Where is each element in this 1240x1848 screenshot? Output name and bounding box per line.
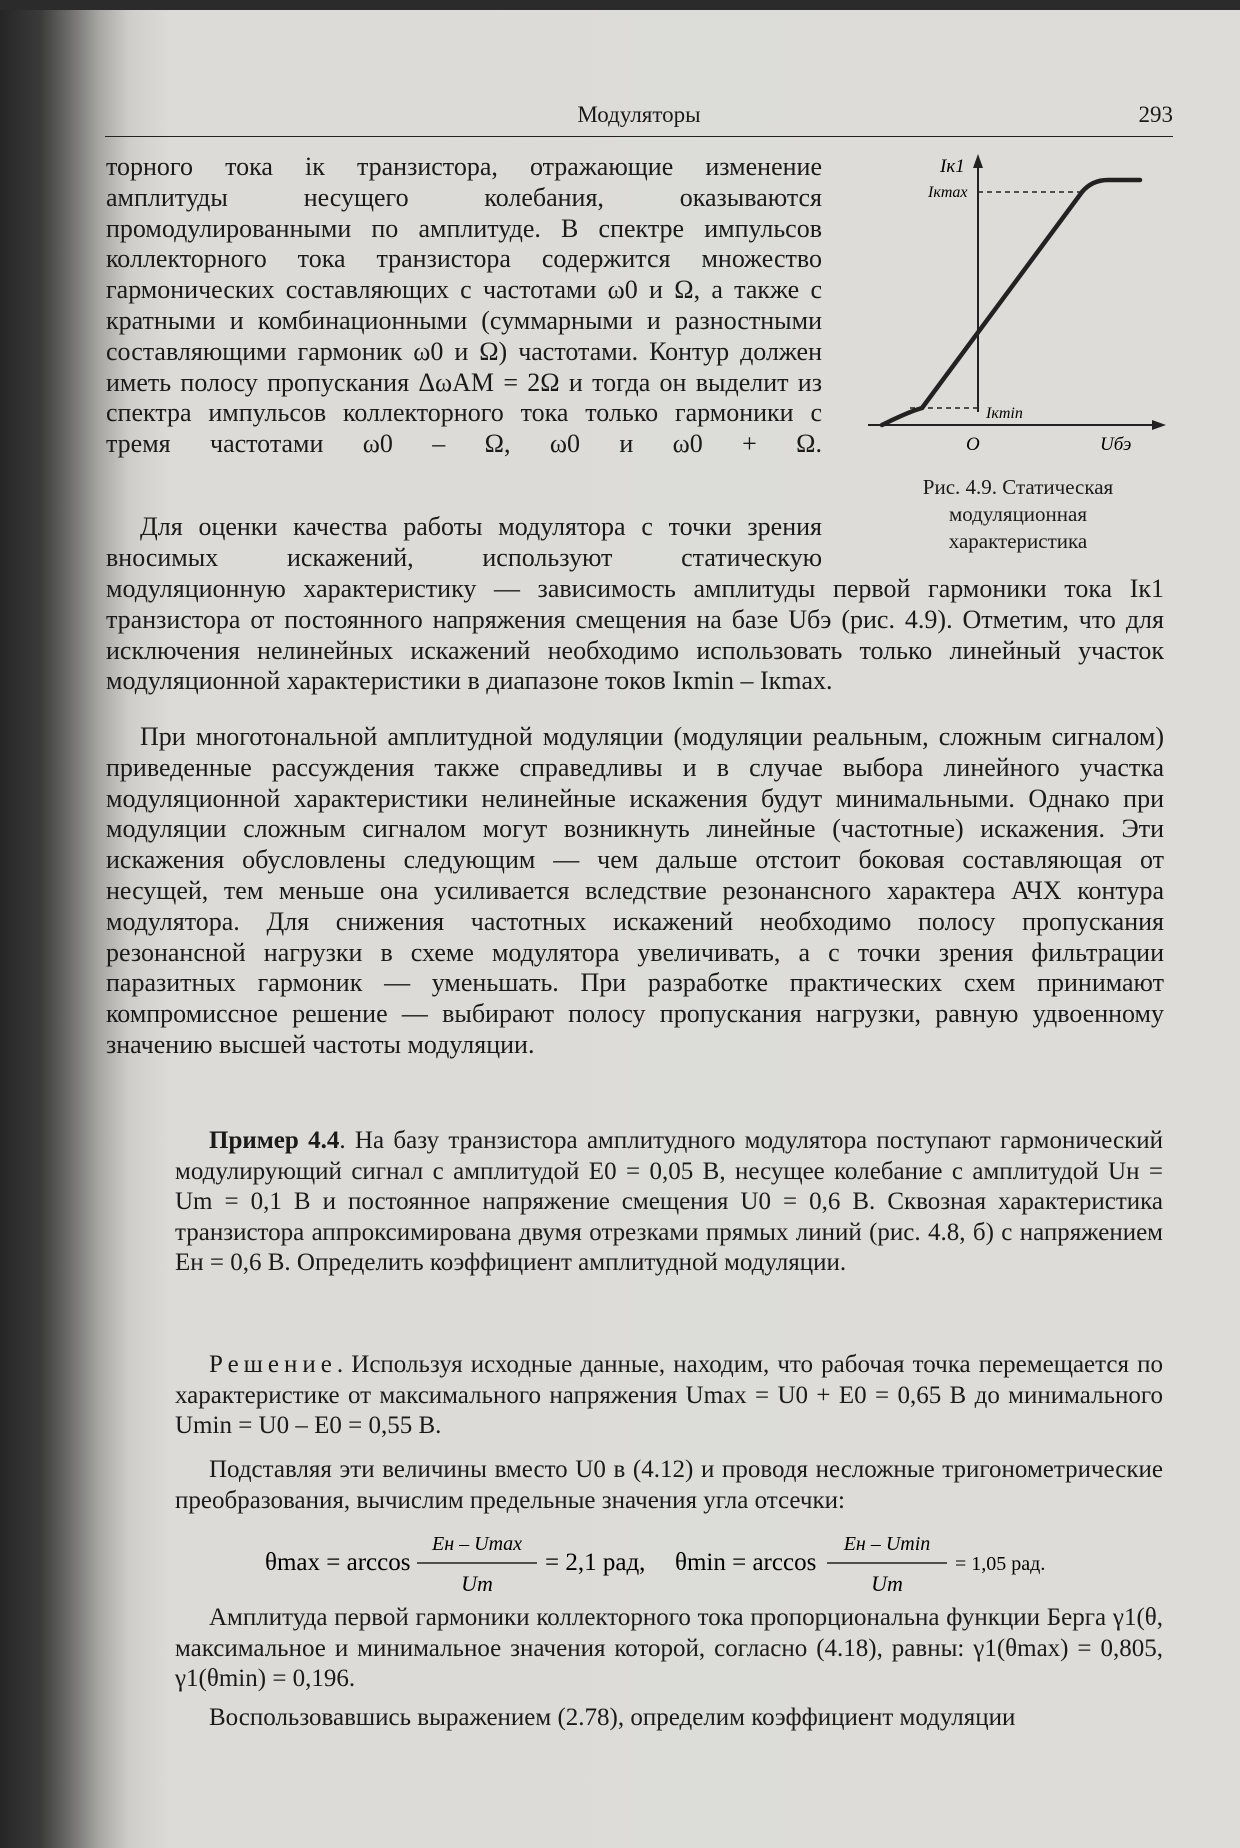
solution-paragraph-2: Подставляя эти величины вместо U0 в (4.12) и проводя несложные тригонометрические преобразования, вычислим предельные значения угла отсечки:: [175, 1456, 1163, 1514]
y-axis-arrow: [973, 154, 983, 168]
formula-right-denominator: Um: [871, 1571, 903, 1596]
x-axis-label: Uбэ: [1100, 434, 1132, 455]
solution-text: . Используя исходные данные, находим, что рабочая точка перемещается по характеристике от максимального напряжения Umax = U0 + E0 = 0,65 В до минимального Umin = U0 – E0 = 0,55 В.: [175, 1351, 1163, 1439]
caption-line-1: Рис. 4.9. Статическая: [922, 475, 1114, 499]
formula-right-numerator: Eн – Umin: [843, 1533, 931, 1555]
characteristic-curve: [882, 180, 1140, 425]
modulation-characteristic-figure: [860, 150, 1170, 470]
cutoff-angle-formula: [265, 1523, 1125, 1599]
imax-label: Iкmax: [928, 184, 968, 201]
page-number: 293: [1138, 102, 1173, 127]
x-axis-arrow: [1152, 420, 1166, 430]
formula-left-result: = 2,1 рад,: [545, 1549, 646, 1576]
formula-left-numerator: Eн – Umax: [432, 1533, 522, 1555]
running-title: Модуляторы: [577, 102, 701, 127]
page-header: [105, 100, 1173, 137]
solution-paragraph: [175, 1350, 1163, 1442]
figure-caption: [868, 474, 1168, 555]
caption-line-2: модуляционная: [948, 502, 1088, 526]
solution-label: Решение: [209, 1351, 337, 1378]
paragraph-1: торного тока iк транзистора, отражающие изменение амплитуды несущего колебания, оказываются промодулированными по амплитуде. В спектре импульсов коллекторного тока транзистора содержится множество гармонических составляющих с частотами ω0 и Ω, а также с кратными и комбинационными (суммарными и разностными составляющими гармоник ω0 и Ω) частотами. Контур должен иметь полосу пропускания ΔωАМ = 2Ω и тогда он выделит из спектра импульсов коллекторного тока только гармоники с тремя частотами ω0 – Ω, ω0 и ω0 + Ω.: [106, 152, 822, 459]
formula-left-lhs: θmax = arccos: [265, 1549, 411, 1576]
origin-label: O: [966, 434, 980, 455]
paragraph-final-line: Воспользовавшись выражением (2.78), определим коэффициент модуляции: [209, 1704, 1016, 1731]
formula-right-lhs: θmin = arccos: [675, 1549, 817, 1576]
paragraph-3: При многотональной амплитудной модуляции (модуляции реальным, сложным сигналом) приведенные рассуждения также справедливы и в случае выбора линейного участка модуляционной характеристики нелинейные искажения будут минимальными. Однако при модуляции сложным сигналом могут возникнуть линейные (частотные) искажения. Эти искажения обусловлены следующим — чем дальше отстоит боковая составляющая от несущей, тем меньше она усиливается вследствие резонансного характера АЧХ контура модулятора. Для снижения частотных искажений необходимо полосу пропускания резонансной нагрузки в схеме модулятора увеличивать, а с точки зрения фильтрации паразитных гармоник — уменьшать. При разработке практических схем принимают компромиссное решение — выбирают полосу пропускания нагрузки, равную удвоенному значению высшей частоты модуляции.: [106, 722, 1164, 1059]
example-text: . На базу транзистора амплитудного модулятора поступают гармонический модулирующий сигнал с амплитудой E0 = 0,05 В, несущее колебание с амплитудой Uн = Um = 0,1 В и постоянное напряжение смещения U0 = 0,6 В. Сквозная характеристика транзистора аппроксимирована двумя отрезками прямых линий (рис. 4.8, б) с напряжением Eн = 0,6 В. Определить коэффициент амплитудной модуляции.: [175, 1127, 1163, 1276]
paragraph-2-continued: модуляционную характеристику — зависимость амплитуды первой гармоники тока Iк1 транзистора от постоянного напряжения смещения на базе Uбэ (рис. 4.9). Отметим, что для исключения нелинейных искажений необходимо использовать только линейный участок модуляционной характеристики в диапазоне токов Iкmin – Iкmax.: [106, 574, 1164, 696]
paragraph-2-start: Для оценки качества работы модулятора с точки зрения вносимых искажений, используют статическую: [106, 512, 822, 572]
example-label: Пример 4.4: [209, 1127, 340, 1154]
scan-edge: [0, 0, 1240, 10]
formula-left-denominator: Um: [461, 1571, 493, 1596]
imin-label: Iкmin: [986, 405, 1023, 422]
example-paragraph: [175, 1126, 1163, 1279]
y-axis-label: Iк1: [940, 156, 965, 177]
caption-line-3: характеристика: [948, 529, 1088, 553]
paragraph-amplitude: Амплитуда первой гармоники коллекторного тока пропорциональна функции Берга γ1(θ, максимальное и минимальное значения которой, согласно (4.18), равны: γ1(θmax) = 0,805, γ1(θmin) = 0,196.: [175, 1604, 1163, 1692]
formula-right-result: = 1,05 рад.: [955, 1553, 1046, 1575]
